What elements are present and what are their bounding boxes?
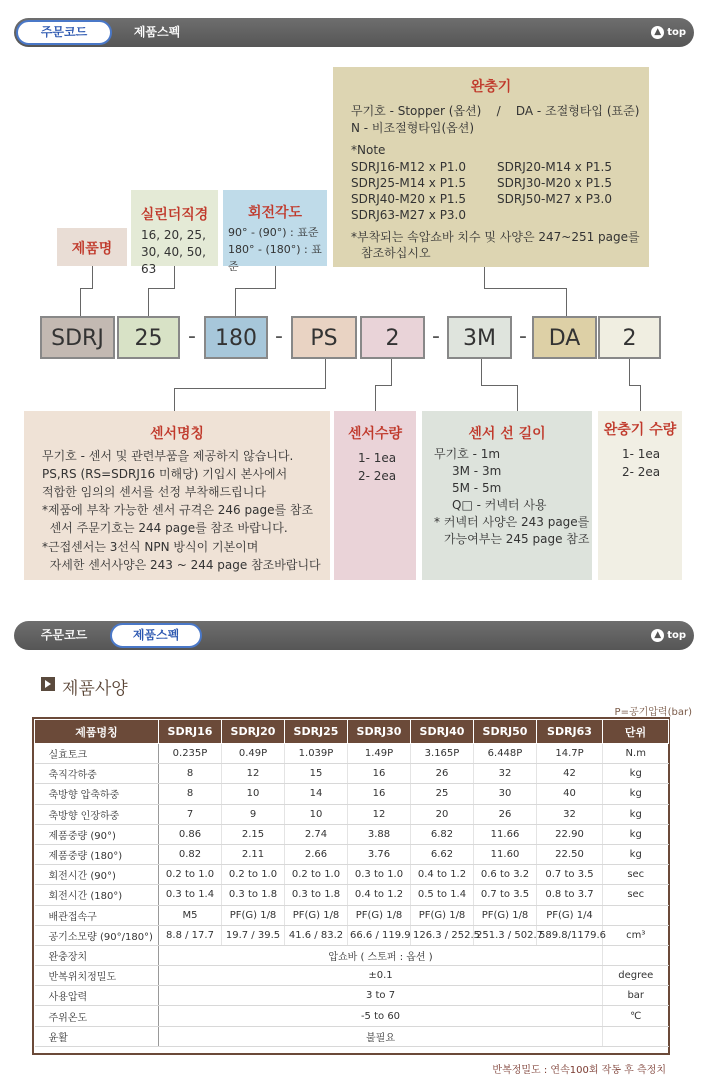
value-cell: 0.82 xyxy=(159,844,222,864)
cushion-note-right-2: SDRJ30-M20 x P1.5 xyxy=(497,176,613,190)
header-cell: 단위 xyxy=(603,720,669,744)
spec-heading: 제품사양 xyxy=(62,679,128,699)
table-row xyxy=(35,824,669,844)
connector xyxy=(325,359,326,388)
spec-table-frame xyxy=(32,717,670,1055)
row-label: 실효토크 xyxy=(35,744,159,764)
connector xyxy=(517,385,518,411)
table-row xyxy=(35,784,669,804)
header-cell: SDRJ40 xyxy=(411,720,474,744)
value-cell: 0.7 to 3.5 xyxy=(474,885,537,905)
connector xyxy=(629,359,630,385)
tab-bar-top xyxy=(14,18,694,47)
merged-value-cell: 압쇼바 ( 스토퍼 : 옵션 ) xyxy=(159,945,603,965)
sensor-name-title: 센서명칭 xyxy=(149,426,205,442)
row-label: 축방향 압축하중 xyxy=(35,784,159,804)
code-sensor-length: 3M xyxy=(447,316,512,359)
value-cell: 0.235P xyxy=(159,744,222,764)
cylinder-line1: 16, 20, 25, xyxy=(141,228,206,242)
cushion-note-left-2: SDRJ25-M14 x P1.5 xyxy=(351,176,467,190)
sensor-length-line: 5M - 5m xyxy=(452,481,502,495)
sensor-length-box xyxy=(422,411,592,580)
unit-cell: kg xyxy=(603,784,669,804)
value-cell: 11.66 xyxy=(474,824,537,844)
value-cell: 3.165P xyxy=(411,744,474,764)
value-cell: 16 xyxy=(348,764,411,784)
code-dash: - xyxy=(275,324,283,349)
row-label: 제품중량 (90°) xyxy=(35,824,159,844)
cushion-box xyxy=(333,67,649,267)
code-series: SDRJ xyxy=(40,316,115,359)
table-row xyxy=(35,865,669,885)
row-label: 윤활 xyxy=(35,1026,159,1046)
value-cell: PF(G) 1/8 xyxy=(411,905,474,925)
value-cell: 8 xyxy=(159,764,222,784)
table-row xyxy=(35,925,669,945)
connector xyxy=(92,266,93,288)
cushion-footnote-1: *부착되는 속압쇼바 치수 및 사양은 247~251 page를 xyxy=(351,230,640,244)
sensor-name-line: *제품에 부착 가능한 센서 규격은 246 page를 참조 xyxy=(42,503,314,517)
cushion-qty-title: 완충기 수량 xyxy=(603,422,677,438)
connector xyxy=(80,288,93,289)
sensor-name-line: 무기호 - 센서 및 관련부품을 제공하지 않습니다. xyxy=(42,449,294,463)
value-cell: 0.2 to 1.0 xyxy=(285,865,348,885)
merged-value-cell: 3 to 7 xyxy=(159,986,603,1006)
unit-cell: sec xyxy=(603,865,669,885)
value-cell: 19.7 / 39.5 xyxy=(222,925,285,945)
connector xyxy=(484,267,485,288)
cushion-line2: N - 비조절형타입(옵션) xyxy=(351,121,475,135)
value-cell: 6.62 xyxy=(411,844,474,864)
table-row xyxy=(35,945,669,965)
code-bore: 25 xyxy=(117,316,180,359)
connector xyxy=(174,388,326,389)
sensor-name-line: 자세한 센서사양은 243 ~ 244 page 참조바랍니다 xyxy=(42,558,321,572)
unit-cell: cm³ xyxy=(603,925,669,945)
unit-cell: kg xyxy=(603,824,669,844)
chevron-up-icon: ▲ xyxy=(651,26,664,39)
cushion-note-right-1: SDRJ20-M14 x P1.5 xyxy=(497,160,613,174)
value-cell: PF(G) 1/8 xyxy=(474,905,537,925)
product-name-box xyxy=(57,228,127,266)
table-row xyxy=(35,744,669,764)
value-cell: 10 xyxy=(285,804,348,824)
sensor-qty-line: 2- 2ea xyxy=(358,469,397,483)
connector xyxy=(484,288,567,289)
table-row xyxy=(35,966,669,986)
value-cell: 7 xyxy=(159,804,222,824)
code-cushion-qty: 2 xyxy=(598,316,661,359)
row-label: 완충장치 xyxy=(35,945,159,965)
value-cell: 0.2 to 1.0 xyxy=(222,865,285,885)
top-link[interactable] xyxy=(651,628,686,643)
value-cell: PF(G) 1/8 xyxy=(285,905,348,925)
connector xyxy=(235,288,276,289)
connector xyxy=(148,288,175,289)
sensor-qty-title: 센서수량 xyxy=(347,426,403,442)
cushion-qty-line: 2- 2ea xyxy=(622,465,661,479)
value-cell: PF(G) 1/8 xyxy=(348,905,411,925)
unit-cell: N.m xyxy=(603,744,669,764)
connector xyxy=(275,266,276,288)
sensor-name-box xyxy=(24,411,330,580)
header-cell: SDRJ50 xyxy=(474,720,537,744)
value-cell: 251.3 / 502.7 xyxy=(474,925,537,945)
unit-cell: ℃ xyxy=(603,1006,669,1026)
value-cell: 126.3 / 252.5 xyxy=(411,925,474,945)
unit-cell xyxy=(603,905,669,925)
unit-cell xyxy=(603,1026,669,1046)
table-row xyxy=(35,764,669,784)
value-cell: 2.66 xyxy=(285,844,348,864)
value-cell: 26 xyxy=(411,764,474,784)
value-cell: 0.86 xyxy=(159,824,222,844)
value-cell: 22.50 xyxy=(537,844,603,864)
rotation-line1: 90° - (90°) : 표준 xyxy=(228,226,319,239)
value-cell: M5 xyxy=(159,905,222,925)
value-cell: 0.4 to 1.2 xyxy=(411,865,474,885)
cushion-note-left-3: SDRJ40-M20 x P1.5 xyxy=(351,192,467,206)
merged-value-cell: ±0.1 xyxy=(159,966,603,986)
value-cell: 3.88 xyxy=(348,824,411,844)
value-cell: 8 xyxy=(159,784,222,804)
sensor-qty-box xyxy=(334,411,416,580)
value-cell: 32 xyxy=(474,764,537,784)
row-label: 사용압력 xyxy=(35,986,159,1006)
connector xyxy=(640,385,641,411)
value-cell: 9 xyxy=(222,804,285,824)
value-cell: 22.90 xyxy=(537,824,603,844)
top-link[interactable] xyxy=(651,25,686,40)
pressure-note: P=공기압력(bar) xyxy=(614,707,692,718)
code-dash: - xyxy=(188,324,196,349)
header-cell: SDRJ16 xyxy=(159,720,222,744)
sensor-name-line: 센서 주문기호는 244 page를 참조 바랍니다. xyxy=(42,521,288,535)
unit-cell: bar xyxy=(603,986,669,1006)
table-row xyxy=(35,1026,669,1046)
connector xyxy=(481,359,482,385)
value-cell: 8.8 / 17.7 xyxy=(159,925,222,945)
value-cell: 10 xyxy=(222,784,285,804)
cushion-note-left-4: SDRJ63-M27 x P3.0 xyxy=(351,208,467,222)
unit-cell: kg xyxy=(603,764,669,784)
tab-order-code[interactable]: 주문코드 xyxy=(40,628,88,642)
value-cell: 0.2 to 1.0 xyxy=(159,865,222,885)
value-cell: 40 xyxy=(537,784,603,804)
top-link-label: top xyxy=(667,27,686,38)
header-cell: SDRJ63 xyxy=(537,720,603,744)
cushion-footnote-2: 참조하십시오 xyxy=(361,246,431,260)
section-bullet-icon xyxy=(41,677,55,691)
table-row xyxy=(35,986,669,1006)
value-cell: 32 xyxy=(537,804,603,824)
connector xyxy=(375,385,392,386)
code-sensor: PS xyxy=(291,316,357,359)
value-cell: 42 xyxy=(537,764,603,784)
rotation-line2: 180° - (180°) : 표준 xyxy=(228,243,322,273)
value-cell: 26 xyxy=(474,804,537,824)
cushion-note-title: *Note xyxy=(351,143,386,157)
value-cell: 14 xyxy=(285,784,348,804)
header-cell: SDRJ20 xyxy=(222,720,285,744)
value-cell: 0.49P xyxy=(222,744,285,764)
sensor-length-line: 가능여부는 245 page 참조 xyxy=(444,532,590,546)
rotation-box xyxy=(223,190,327,273)
sensor-name-line: PS,RS (RS=SDRJ16 미해당) 기입시 본사에서 xyxy=(42,467,288,481)
value-cell: 6.82 xyxy=(411,824,474,844)
top-link-label: top xyxy=(667,630,686,641)
table-row xyxy=(35,844,669,864)
spec-header-row xyxy=(35,720,669,744)
chevron-up-icon: ▲ xyxy=(651,629,664,642)
cylinder-box xyxy=(131,190,218,276)
sensor-length-line: Q□ - 커넥터 사용 xyxy=(452,498,547,512)
row-label: 주위온도 xyxy=(35,1006,159,1026)
value-cell: 1.039P xyxy=(285,744,348,764)
unit-cell: kg xyxy=(603,804,669,824)
sensor-name-line: *근접센서는 3선식 NPN 방식이 기본이며 xyxy=(42,540,259,554)
unit-cell: kg xyxy=(603,844,669,864)
code-angle: 180 xyxy=(204,316,268,359)
connector xyxy=(174,388,175,411)
value-cell: 0.3 to 1.8 xyxy=(222,885,285,905)
unit-cell: sec xyxy=(603,885,669,905)
cushion-qty-line: 1- 1ea xyxy=(622,447,661,461)
row-label: 공기소모량 (90°/180°) xyxy=(35,925,159,945)
connector xyxy=(481,385,518,386)
sensor-length-line: * 커넥터 사양은 243 page를 xyxy=(434,515,590,529)
product-name-title: 제품명 xyxy=(71,241,113,257)
row-label: 회전시간 (180°) xyxy=(35,885,159,905)
tab-order-code[interactable]: 주문코드 xyxy=(16,20,112,45)
value-cell: 30 xyxy=(474,784,537,804)
value-cell: 12 xyxy=(348,804,411,824)
header-cell: SDRJ25 xyxy=(285,720,348,744)
connector xyxy=(391,359,392,385)
code-sensor-qty: 2 xyxy=(360,316,425,359)
connector xyxy=(375,385,376,411)
tab-spec[interactable]: 제품스펙 xyxy=(133,25,181,39)
value-cell: 0.5 to 1.4 xyxy=(411,885,474,905)
connector xyxy=(148,288,149,316)
value-cell: 20 xyxy=(411,804,474,824)
sensor-length-line: 3M - 3m xyxy=(452,464,502,478)
sensor-qty-line: 1- 1ea xyxy=(358,451,397,465)
spec-table xyxy=(34,719,669,1047)
value-cell: 6.448P xyxy=(474,744,537,764)
value-cell: 3.76 xyxy=(348,844,411,864)
value-cell: 66.6 / 119.9 xyxy=(348,925,411,945)
row-label: 축방향 인장하중 xyxy=(35,804,159,824)
cushion-title: 완충기 xyxy=(470,79,512,95)
value-cell: 0.8 to 3.7 xyxy=(537,885,603,905)
sensor-name-line: 적합한 임의의 센서를 선정 부착해드립니다 xyxy=(42,485,266,499)
value-cell: 0.3 to 1.0 xyxy=(348,865,411,885)
value-cell: 2.15 xyxy=(222,824,285,844)
connector xyxy=(174,266,175,288)
tab-spec[interactable]: 제품스펙 xyxy=(110,623,202,648)
value-cell: 15 xyxy=(285,764,348,784)
connector xyxy=(235,288,236,316)
tab-bar-spec xyxy=(14,621,694,650)
value-cell: 16 xyxy=(348,784,411,804)
cushion-note-left-1: SDRJ16-M12 x P1.0 xyxy=(351,160,467,174)
value-cell: 2.11 xyxy=(222,844,285,864)
value-cell: 0.6 to 3.2 xyxy=(474,865,537,885)
sensor-length-line: 무기호 - 1m xyxy=(434,447,501,461)
value-cell: 0.3 to 1.4 xyxy=(159,885,222,905)
code-dash: - xyxy=(519,324,527,349)
merged-value-cell: 불필요 xyxy=(159,1026,603,1046)
code-dash: - xyxy=(432,324,440,349)
header-cell: 제품명칭 xyxy=(35,720,159,744)
row-label: 배관접속구 xyxy=(35,905,159,925)
value-cell: PF(G) 1/4 xyxy=(537,905,603,925)
cylinder-title: 실린더직경 xyxy=(140,207,209,223)
footer-note: 반복정밀도 : 연속100회 작동 후 측정치 xyxy=(492,1065,666,1076)
value-cell: PF(G) 1/8 xyxy=(222,905,285,925)
row-label: 제품중량 (180°) xyxy=(35,844,159,864)
row-label: 축직각하중 xyxy=(35,764,159,784)
sensor-length-title: 센서 선 길이 xyxy=(468,426,546,442)
value-cell: 0.4 to 1.2 xyxy=(348,885,411,905)
cushion-note-right-3: SDRJ50-M27 x P3.0 xyxy=(497,192,613,206)
table-row xyxy=(35,804,669,824)
value-cell: 11.60 xyxy=(474,844,537,864)
table-row xyxy=(35,885,669,905)
rotation-title: 회전각도 xyxy=(247,205,303,221)
unit-cell: degree xyxy=(603,966,669,986)
row-label: 반복위치정밀도 xyxy=(35,966,159,986)
table-row xyxy=(35,905,669,925)
value-cell: 2.74 xyxy=(285,824,348,844)
value-cell: 0.3 to 1.8 xyxy=(285,885,348,905)
cushion-line1: 무기호 - Stopper (옵션) / DA - 조절형타입 (표준) xyxy=(351,104,640,118)
value-cell: 14.7P xyxy=(537,744,603,764)
connector xyxy=(80,288,81,316)
unit-cell xyxy=(603,945,669,965)
cushion-qty-box xyxy=(598,411,682,580)
merged-value-cell: -5 to 60 xyxy=(159,1006,603,1026)
value-cell: 12 xyxy=(222,764,285,784)
value-cell: 41.6 / 83.2 xyxy=(285,925,348,945)
code-cushion: DA xyxy=(532,316,597,359)
value-cell: 25 xyxy=(411,784,474,804)
value-cell: 0.7 to 3.5 xyxy=(537,865,603,885)
table-row xyxy=(35,1006,669,1026)
row-label: 회전시간 (90°) xyxy=(35,865,159,885)
value-cell: 1.49P xyxy=(348,744,411,764)
cylinder-line2: 30, 40, 50, 63 xyxy=(141,245,206,276)
value-cell: 589.8/1179.6 xyxy=(537,925,603,945)
connector xyxy=(566,288,567,316)
header-cell: SDRJ30 xyxy=(348,720,411,744)
